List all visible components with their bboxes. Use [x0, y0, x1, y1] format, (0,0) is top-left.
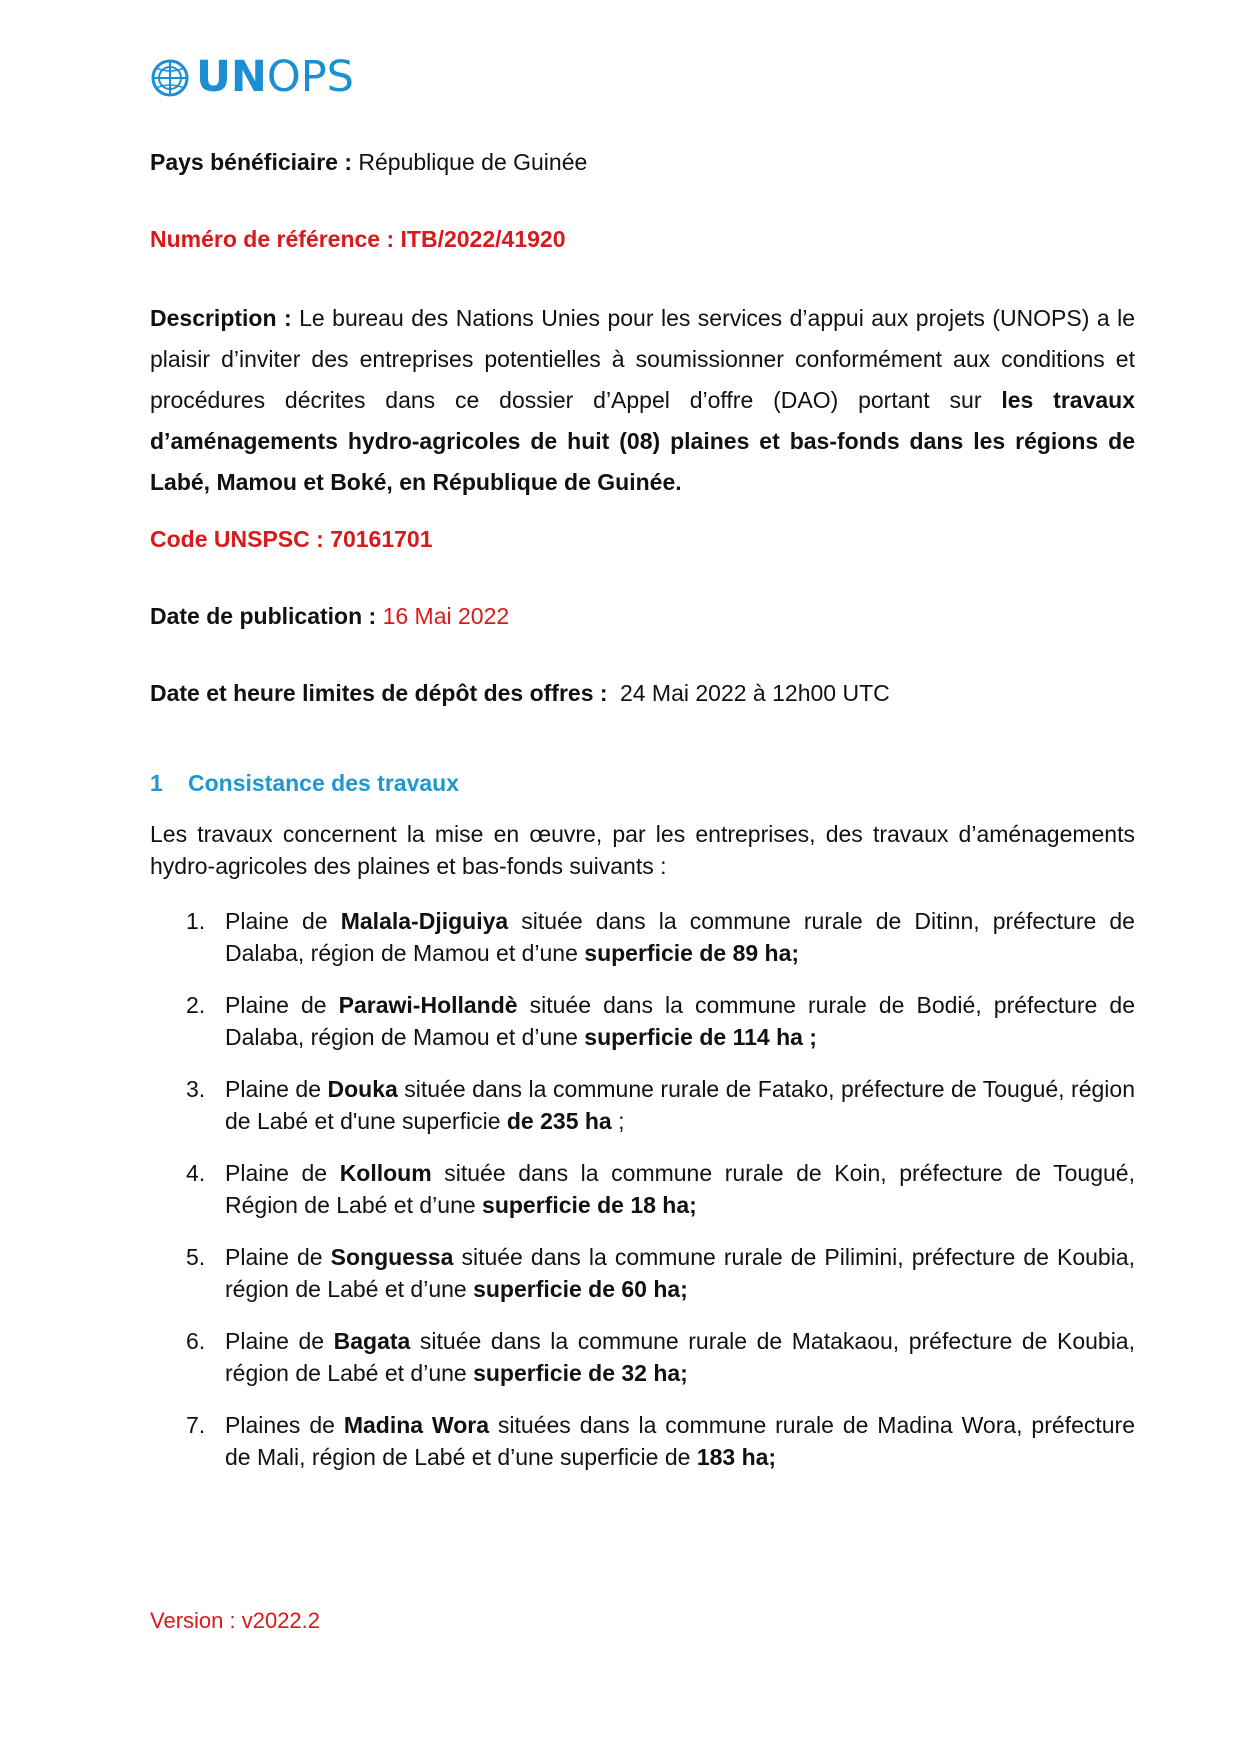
- logo-wordmark: UNOPS: [196, 52, 354, 102]
- un-emblem-icon: [150, 58, 190, 98]
- reference-label: Numéro de référence :: [150, 226, 395, 252]
- code-unspsc: [150, 526, 1135, 553]
- pays-value: République de Guinée: [358, 149, 588, 175]
- date-limite-depot: [150, 680, 1135, 707]
- pays-label: Pays bénéficiaire :: [150, 149, 352, 175]
- list-item: 7. Plaines de Madina Wora situées dans la commune rurale de Madina Wora, préfecture de Mali, région de Labé et d’une superficie de 183 ha;: [186, 1412, 1135, 1470]
- date-publication: [150, 603, 1135, 630]
- intro-paragraph: Les travaux concernent la mise en œuvre, par les entreprises, des travaux d’aménagements hydro-agricoles des plaines et bas-fonds suivants :: [150, 821, 1135, 879]
- description-paragraph: [150, 298, 1135, 503]
- section-title: Consistance des travaux: [188, 770, 460, 796]
- pays-beneficiaire: [150, 149, 1135, 176]
- description-text: Le bureau des Nations Unies pour les services d’appui aux projets (UNOPS) a le plaisir d’inviter des entreprises potentielles à soumissionner conformément aux conditions et procédures décrites dans ce dossier d’Appel d’offre (DAO) portant sur: [150, 305, 1136, 413]
- list-item: 5. Plaine de Songuessa située dans la commune rurale de Pilimini, préfecture de Koubia, région de Labé et d’une superficie de 60 ha;: [186, 1244, 1135, 1302]
- description-bold-text: les travaux d’aménagements hydro-agricoles de huit (08) plaines et bas-fonds dans les régions de Labé, Mamou et Boké, en République de Guinée.: [150, 387, 1136, 495]
- publication-label: Date de publication :: [150, 603, 377, 629]
- deadline-label: Date et heure limites de dépôt des offres :: [150, 680, 608, 706]
- unspsc-value: 70161701: [330, 526, 433, 552]
- section-heading: [150, 770, 459, 797]
- description-label: Description :: [150, 305, 292, 331]
- list-item: 6. Plaine de Bagata située dans la commune rurale de Matakaou, préfecture de Koubia, région de Labé et d’une superficie de 32 ha;: [186, 1328, 1135, 1386]
- reference-value: ITB/2022/41920: [400, 226, 566, 252]
- list-item: 4. Plaine de Kolloum située dans la commune rurale de Koin, préfecture de Tougué, Région de Labé et d’une superficie de 18 ha;: [186, 1160, 1135, 1218]
- list-item: 2. Plaine de Parawi-Hollandè située dans la commune rurale de Bodié, préfecture de Dalaba, région de Mamou et d’une superficie de 114 ha ;: [186, 992, 1135, 1050]
- numero-reference: [150, 226, 1135, 253]
- plaines-list: [150, 905, 1135, 1493]
- deadline-value: 24 Mai 2022 à 12h00 UTC: [619, 680, 890, 706]
- list-item: 3. Plaine de Douka située dans la commune rurale de Fatako, préfecture de Tougué, région de Labé et d'une superficie de 235 ha ;: [186, 1076, 1135, 1134]
- unspsc-label: Code UNSPSC :: [150, 526, 324, 552]
- version-footer: Version : v2022.2: [150, 1608, 321, 1633]
- unops-logo: [150, 52, 354, 102]
- publication-value: 16 Mai 2022: [382, 603, 510, 629]
- list-item: 1. Plaine de Malala-Djiguiya située dans la commune rurale de Ditinn, préfecture de Dalaba, région de Mamou et d’une superficie de 89 ha;: [186, 908, 1135, 966]
- section-number: 1: [150, 770, 163, 796]
